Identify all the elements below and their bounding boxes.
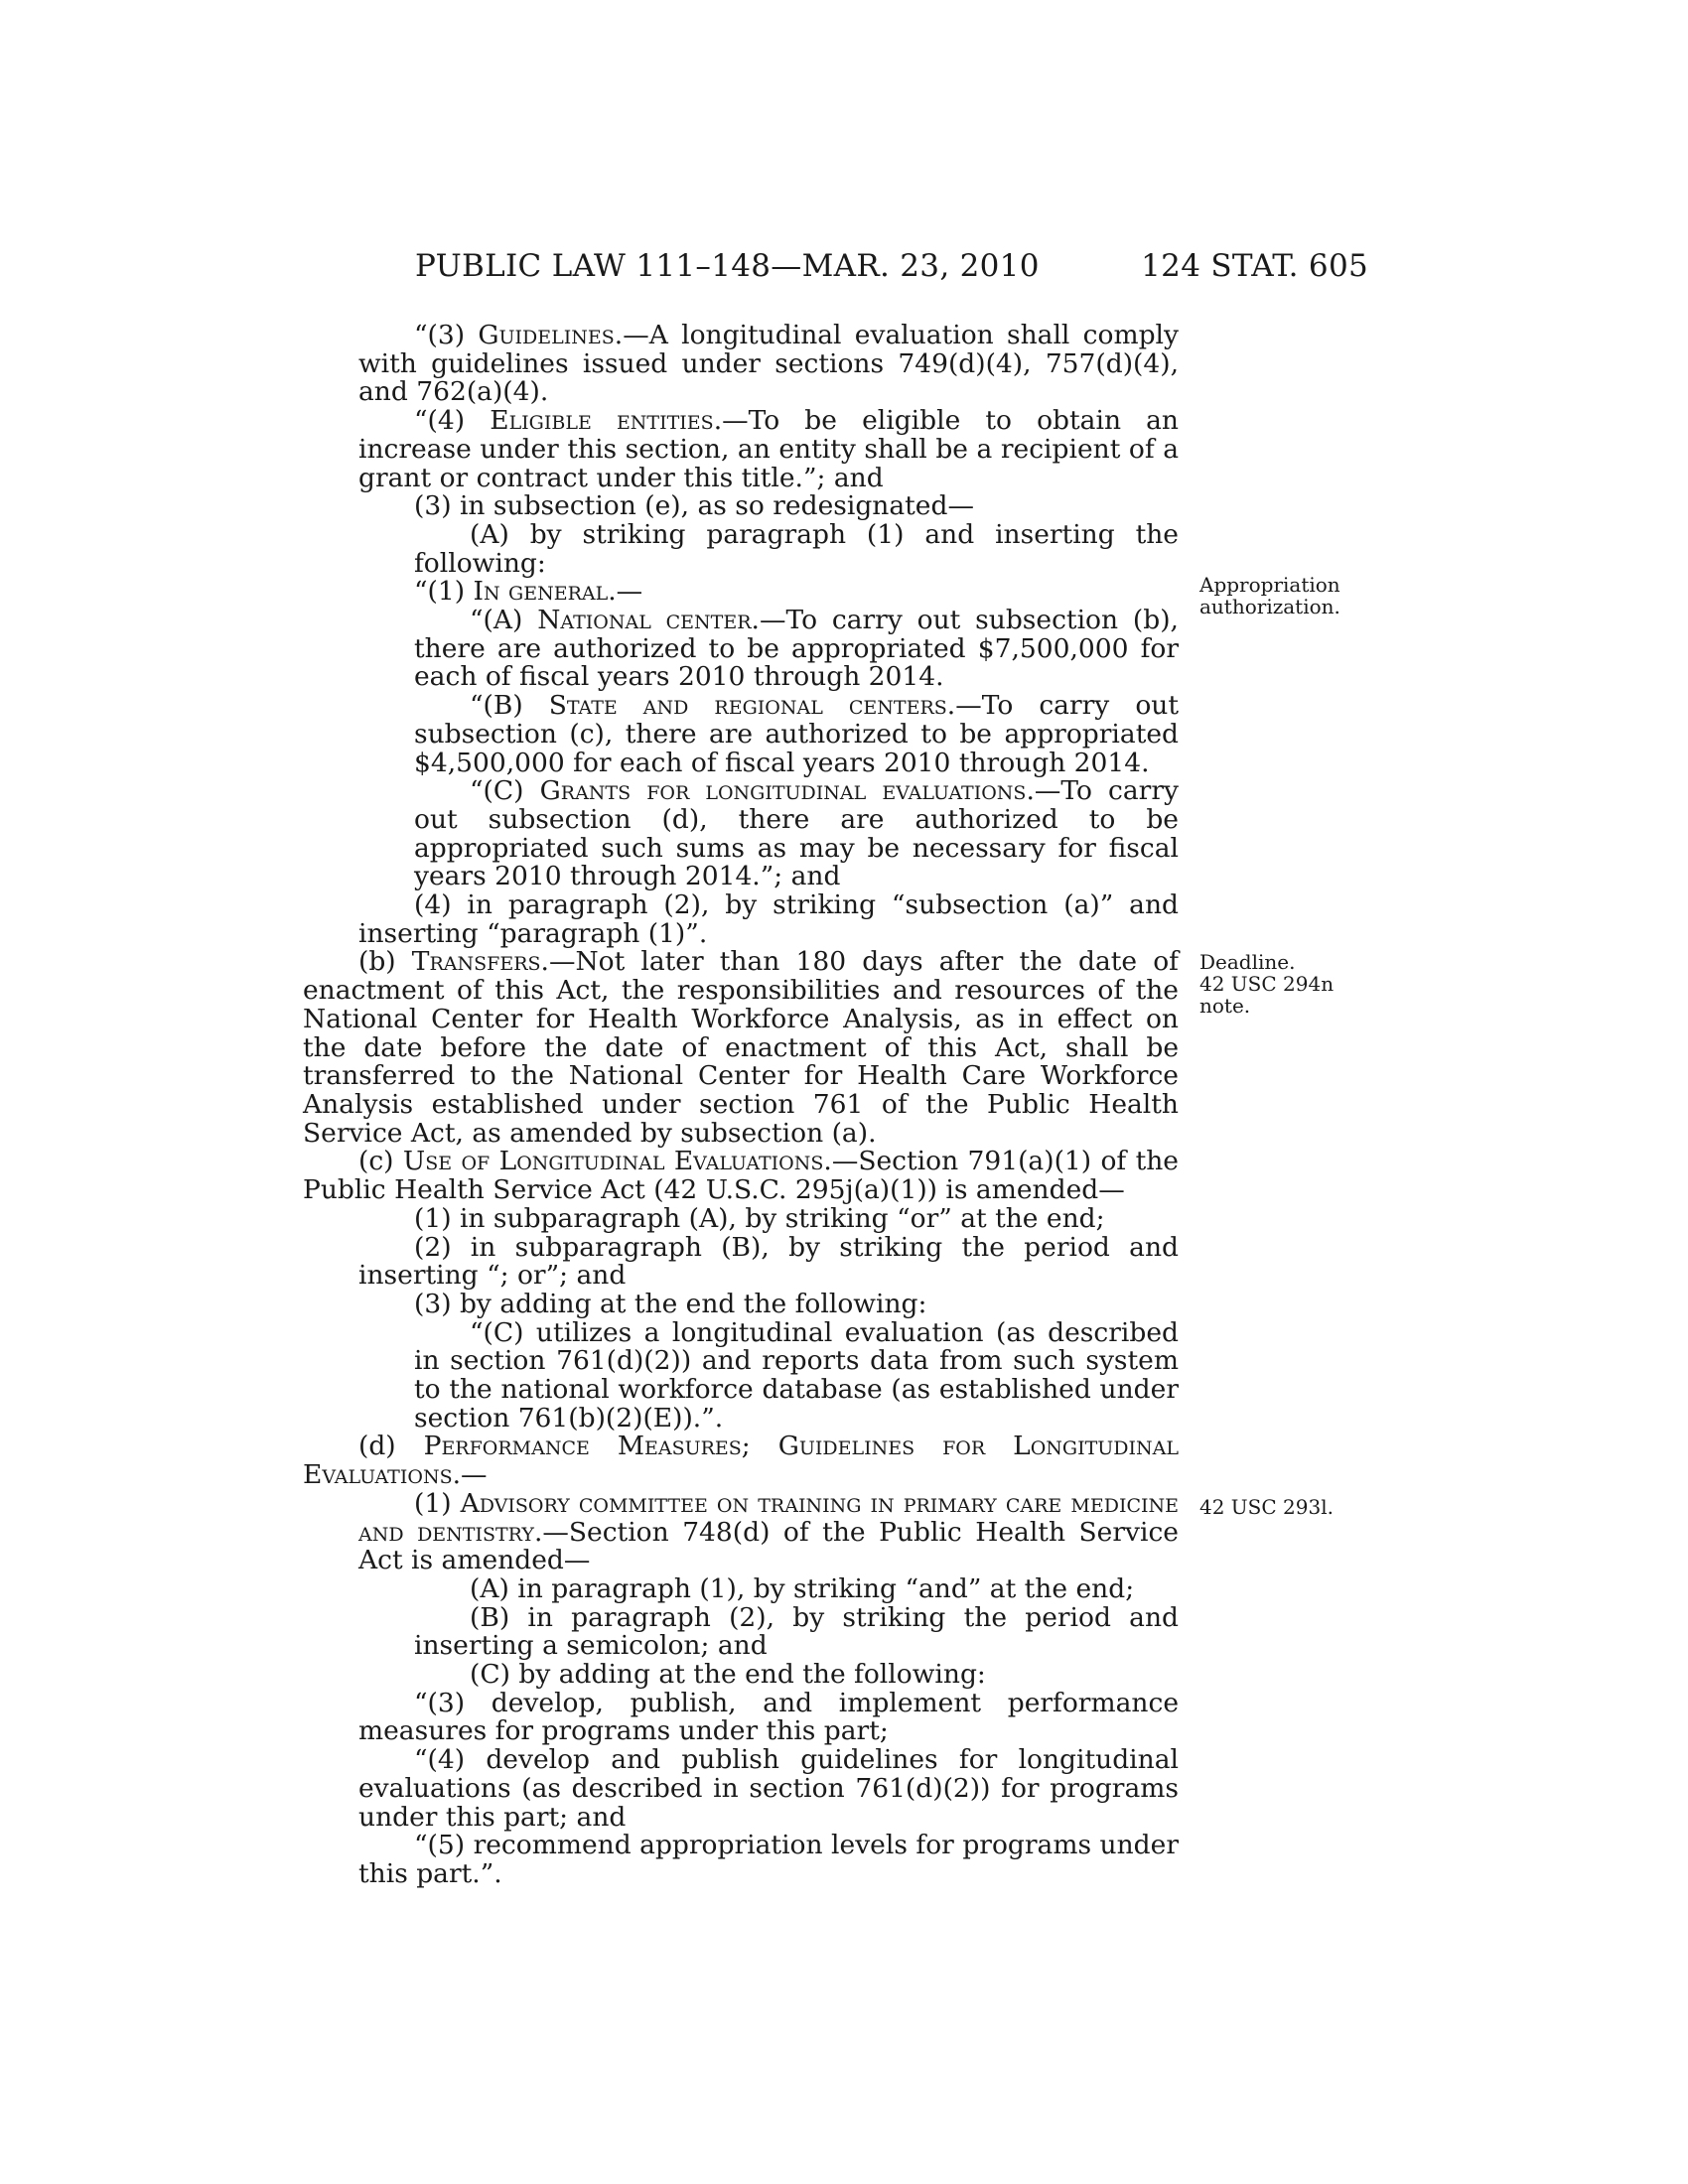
section-heading: National center bbox=[537, 605, 752, 636]
margin-note-appropriation: Appropriation authorization. bbox=[1199, 573, 1340, 618]
statute-paragraph: “(3) develop, publish, and implement performance measures for programs under this part; bbox=[358, 1687, 1179, 1747]
statute-paragraph: “(4) develop and publish guidelines for longitudinal evaluations (as described in section 761(d)(2)) for programs under this part; and bbox=[358, 1744, 1179, 1833]
section-heading: Eligible entities bbox=[490, 405, 714, 437]
section-heading: Grants for longitudinal evaluations bbox=[539, 775, 1027, 807]
section-heading: Advisory committee on training in primary care medicine and dentistry bbox=[358, 1487, 1179, 1548]
section-heading: State and regional centers bbox=[548, 690, 947, 722]
statute-paragraph: “(A) National center.—To carry out subsection (b), there are authorized to be appropriated $7,500,000 for each of fiscal years 2010 through 2014. bbox=[414, 605, 1179, 693]
statute-paragraph: “(C) Grants for longitudinal evaluations.—To carry out subsection (d), there are authorized to be appropriated such sums as may be necessary for fiscal years 2010 through 2014.”; and bbox=[414, 775, 1179, 892]
statute-body bbox=[303, 322, 1179, 1889]
section-heading: Guidelines bbox=[478, 320, 615, 350]
statute-paragraph: (1) in subparagraph (A), by striking “or” at the end; bbox=[414, 1202, 1105, 1234]
section-heading: Performance Measures; Guidelines for Longitudinal Evaluations bbox=[303, 1431, 1179, 1491]
statute-paragraph: (3) in subsection (e), as so redesignated— bbox=[414, 490, 974, 522]
section-heading: In general bbox=[473, 576, 609, 608]
statute-paragraph: “(3) Guidelines.—A longitudinal evaluation shall comply with guidelines issued under sections 749(d)(4), 757(d)(4), and 762(a)(4). bbox=[358, 320, 1179, 408]
page-citation: 124 STAT. 605 bbox=[1141, 248, 1368, 284]
statute-paragraph: (2) in subparagraph (B), by striking the period and inserting “; or”; and bbox=[358, 1231, 1179, 1292]
statute-paragraph: (A) by striking paragraph (1) and inserting the following: bbox=[414, 518, 1179, 579]
statute-paragraph: (c) Use of Longitudinal Evaluations.—Section 791(a)(1) of the Public Health Service Act (42 U.S.C. 295j(a)(1)) is amended— bbox=[303, 1146, 1179, 1206]
statute-paragraph: “(5) recommend appropriation levels for programs under this part.”. bbox=[358, 1830, 1179, 1889]
statute-paragraph: “(1) In general.— bbox=[414, 576, 643, 608]
section-heading: Use of Longitudinal Evaluations bbox=[402, 1146, 824, 1177]
margin-note-deadline: Deadline. 42 USC 294n note. bbox=[1199, 950, 1335, 1018]
section-heading: Transfers bbox=[411, 946, 541, 978]
statute-paragraph: (B) in paragraph (2), by striking the period and inserting a semicolon; and bbox=[414, 1601, 1179, 1662]
running-header-title: PUBLIC LAW 111–148—MAR. 23, 2010 bbox=[415, 248, 1040, 284]
statute-paragraph: “(4) Eligible entities.—To be eligible to obtain an increase under this section, an entity shall be a recipient of a grant or contract under this title.”; and bbox=[358, 405, 1180, 493]
statute-paragraph: “(C) utilizes a longitudinal evaluation (as described in section 761(d)(2)) and reports data from such system to the national workforce database (as established under section 761(b)(2)(E)).”. bbox=[414, 1316, 1179, 1433]
statute-paragraph: (4) in paragraph (2), by striking “subsection (a)” and inserting “paragraph (1)”. bbox=[358, 889, 1179, 949]
statute-paragraph: “(B) State and regional centers.—To carry out subsection (c), there are authorized to be appropriated $4,500,000 for each of fiscal years 2010 through 2014. bbox=[414, 690, 1179, 778]
statute-paragraph: (3) by adding at the end the following: bbox=[414, 1288, 927, 1319]
margin-note-usc-293l: 42 USC 293l. bbox=[1199, 1495, 1334, 1519]
statute-paragraph: (d) Performance Measures; Guidelines for Longitudinal Evaluations.— bbox=[303, 1431, 1179, 1491]
statute-paragraph: (b) Transfers.—Not later than 180 days after the date of enactment of this Act, the responsibilities and resources of the National Center for Health Workforce Analysis, as in effect on the date before the date of enactment of this Act, shall be transferred to the National Center for Health Care Workforce Analysis established under section 761 of the Public Health Service Act, as amended by subsection (a). bbox=[303, 946, 1179, 1149]
statute-paragraph: (C) by adding at the end the following: bbox=[470, 1659, 986, 1691]
statute-paragraph: (1) Advisory committee on training in primary care medicine and dentistry.—Section 748(d) of the Public Health Service Act is amended— bbox=[358, 1487, 1179, 1576]
statute-paragraph: (A) in paragraph (1), by striking “and” at the end; bbox=[470, 1572, 1135, 1604]
